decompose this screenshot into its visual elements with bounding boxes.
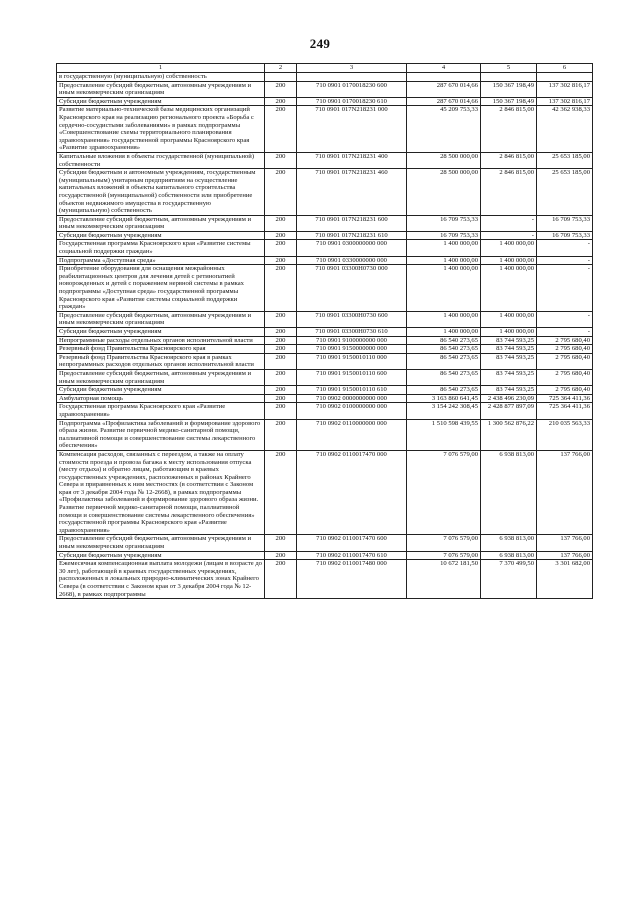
row-kbk-cell: 710 0901 017N218231 460 bbox=[297, 169, 407, 216]
table-row bbox=[57, 240, 593, 256]
row-code-cell: 200 bbox=[265, 97, 297, 106]
header-cell: 2 bbox=[265, 64, 297, 73]
row-amount-2-cell: 2 438 496 230,09 bbox=[481, 394, 537, 403]
row-kbk-cell: 710 0901 017N218231 600 bbox=[297, 215, 407, 231]
row-amount-2-cell: 1 400 000,00 bbox=[481, 265, 537, 312]
row-code-cell: 200 bbox=[265, 169, 297, 216]
row-kbk-cell: 710 0901 03300Н0730 000 bbox=[297, 265, 407, 312]
table-row bbox=[57, 535, 593, 551]
row-amount-3-cell: 2 795 680,40 bbox=[537, 336, 593, 345]
row-amount-2-cell: 2 846 815,00 bbox=[481, 169, 537, 216]
row-amount-2-cell: 1 300 562 876,22 bbox=[481, 419, 537, 450]
row-name-cell: Предоставление субсидий бюджетным, автономным учреждениям и иным некоммерческим организациям bbox=[57, 311, 265, 327]
table-row bbox=[57, 152, 593, 168]
row-code-cell: 200 bbox=[265, 240, 297, 256]
row-kbk-cell: 710 0901 03300Н0730 600 bbox=[297, 311, 407, 327]
table-row bbox=[57, 394, 593, 403]
row-amount-2-cell: 150 367 198,49 bbox=[481, 97, 537, 106]
row-amount-total-cell: 7 076 579,00 bbox=[407, 535, 481, 551]
row-name-cell: Субсидии бюджетным учреждениям bbox=[57, 386, 265, 395]
row-amount-3-cell: 210 035 563,33 bbox=[537, 419, 593, 450]
row-amount-3-cell: 3 301 682,00 bbox=[537, 560, 593, 599]
header-cell: 3 bbox=[297, 64, 407, 73]
table-row bbox=[57, 560, 593, 599]
row-name-cell: Капитальные вложения в объекты государственной (муниципальной) собственности bbox=[57, 152, 265, 168]
row-kbk-cell: 710 0902 0100000000 000 bbox=[297, 403, 407, 419]
header-cell: 5 bbox=[481, 64, 537, 73]
row-amount-total-cell: 16 709 753,33 bbox=[407, 215, 481, 231]
row-name-cell: Предоставление субсидий бюджетным, автономным учреждениям и иным некоммерческим организациям bbox=[57, 81, 265, 97]
row-name-cell: Резервный фонд Правительства Красноярского края в рамках непрограммных расходов отдельных органов исполнительной власти bbox=[57, 353, 265, 369]
row-name-cell: Субсидии бюджетным учреждениям bbox=[57, 328, 265, 337]
row-amount-3-cell: 2 795 680,40 bbox=[537, 386, 593, 395]
row-name-cell: Приобретение оборудования для оснащения межрайонных реабилитационных центров для лечения детей с ретинопатией новорожденных и детей с поражением нервной системы в рамках подпрограммы «Доступная среда» государственной программы Красноярского края «Развитие системы социальной поддержки граждан» bbox=[57, 265, 265, 312]
row-name-cell: Компенсация расходов, связанных с переездом, а также на оплату стоимости проезда и провоза багажа к месту использования отпуска (месту отдыха) и обратно лицам, работающим в краевых государственных учреждениях, расположенных в районах Крайнего Севера и приравненных к ним местностях (в соответствии с Законом края от 3 декабря 2004 года № 12-2668), в рамках подпрограммы «Профилактика заболеваний и формирование здорового образа жизни. Развитие первичной медико-санитарной помощи, паллиативной помощи и совершенствование системы лекарственного обеспечения» государственной программы Красноярского края «Развитие здравоохранения» bbox=[57, 450, 265, 535]
row-code-cell: 200 bbox=[265, 215, 297, 231]
table-row bbox=[57, 450, 593, 535]
row-name-cell: Государственная программа Красноярского края «Развитие системы социальной поддержки граждан» bbox=[57, 240, 265, 256]
header-cell: 4 bbox=[407, 64, 481, 73]
table-header-row bbox=[57, 64, 593, 73]
row-amount-total-cell: 1 400 000,00 bbox=[407, 311, 481, 327]
row-amount-2-cell bbox=[481, 73, 537, 82]
row-kbk-cell: 710 0902 0110017470 610 bbox=[297, 551, 407, 560]
table-row bbox=[57, 403, 593, 419]
row-name-cell: Субсидии бюджетным учреждениям bbox=[57, 231, 265, 240]
row-kbk-cell: 710 0902 0110017470 000 bbox=[297, 450, 407, 535]
row-amount-total-cell: 86 540 273,65 bbox=[407, 345, 481, 354]
table-row bbox=[57, 73, 593, 82]
table-row bbox=[57, 328, 593, 337]
row-code-cell: 200 bbox=[265, 336, 297, 345]
row-amount-total-cell: 16 709 753,33 bbox=[407, 231, 481, 240]
page-number: 249 bbox=[309, 36, 331, 51]
row-kbk-cell: 710 0901 9150010110 000 bbox=[297, 353, 407, 369]
row-amount-3-cell bbox=[537, 73, 593, 82]
row-amount-3-cell: 2 795 680,40 bbox=[537, 353, 593, 369]
row-amount-3-cell: 137 302 816,17 bbox=[537, 97, 593, 106]
row-kbk-cell: 710 0901 0170018230 610 bbox=[297, 97, 407, 106]
row-code-cell: 200 bbox=[265, 345, 297, 354]
row-amount-2-cell: 1 400 000,00 bbox=[481, 328, 537, 337]
row-kbk-cell: 710 0902 0110000000 000 bbox=[297, 419, 407, 450]
row-kbk-cell: 710 0901 0170018230 600 bbox=[297, 81, 407, 97]
row-amount-total-cell: 7 076 579,00 bbox=[407, 450, 481, 535]
row-code-cell: 200 bbox=[265, 560, 297, 599]
row-amount-3-cell: - bbox=[537, 328, 593, 337]
row-code-cell: 200 bbox=[265, 256, 297, 265]
row-name-cell: Подпрограмма «Профилактика заболеваний и формирование здорового образа жизни. Развитие первичной медико-санитарной помощи, паллиативной помощи и совершенствование системы лекарственного обеспечения» bbox=[57, 419, 265, 450]
row-kbk-cell: 710 0901 03300Н0730 610 bbox=[297, 328, 407, 337]
row-name-cell: Субсидии бюджетным и автономным учреждениям, государственным (муниципальным) унитарным предприятиям на осуществление капитальных вложений в объекты капитального строительства государственной (муниципальной) собственности или приобретение объектов недвижимого имущества в государственную (муниципальную) собственность bbox=[57, 169, 265, 216]
row-kbk-cell: 710 0901 0330000000 000 bbox=[297, 256, 407, 265]
row-kbk-cell: 710 0901 9150010110 600 bbox=[297, 369, 407, 385]
row-amount-total-cell: 1 400 000,00 bbox=[407, 256, 481, 265]
table-row bbox=[57, 81, 593, 97]
row-amount-2-cell: 7 370 499,50 bbox=[481, 560, 537, 599]
row-kbk-cell bbox=[297, 73, 407, 82]
row-code-cell: 200 bbox=[265, 265, 297, 312]
row-amount-2-cell: 2 428 877 897,09 bbox=[481, 403, 537, 419]
row-name-cell: Амбулаторная помощь bbox=[57, 394, 265, 403]
row-amount-2-cell: 83 744 593,25 bbox=[481, 369, 537, 385]
row-amount-2-cell: - bbox=[481, 231, 537, 240]
row-amount-3-cell: - bbox=[537, 256, 593, 265]
row-code-cell: 200 bbox=[265, 535, 297, 551]
table-row bbox=[57, 386, 593, 395]
row-code-cell: 200 bbox=[265, 386, 297, 395]
row-amount-3-cell: - bbox=[537, 265, 593, 312]
row-code-cell: 200 bbox=[265, 231, 297, 240]
table-row bbox=[57, 106, 593, 153]
row-amount-total-cell: 1 400 000,00 bbox=[407, 240, 481, 256]
row-amount-total-cell: 7 076 579,00 bbox=[407, 551, 481, 560]
row-amount-2-cell: 1 400 000,00 bbox=[481, 240, 537, 256]
row-code-cell: 200 bbox=[265, 450, 297, 535]
row-amount-total-cell: 287 670 014,66 bbox=[407, 97, 481, 106]
row-amount-3-cell: 25 653 185,00 bbox=[537, 169, 593, 216]
row-code-cell: 200 bbox=[265, 551, 297, 560]
row-name-cell: Субсидии бюджетным учреждениям bbox=[57, 97, 265, 106]
budget-table bbox=[56, 63, 593, 599]
row-amount-3-cell: 137 302 816,17 bbox=[537, 81, 593, 97]
table-row bbox=[57, 97, 593, 106]
row-amount-total-cell: 45 209 753,33 bbox=[407, 106, 481, 153]
row-kbk-cell: 710 0902 0110017470 600 bbox=[297, 535, 407, 551]
row-amount-total-cell: 28 500 000,00 bbox=[407, 169, 481, 216]
table-row bbox=[57, 231, 593, 240]
row-kbk-cell: 710 0901 017N218231 400 bbox=[297, 152, 407, 168]
row-code-cell bbox=[265, 73, 297, 82]
table-row bbox=[57, 345, 593, 354]
row-amount-3-cell: 137 766,00 bbox=[537, 551, 593, 560]
row-amount-total-cell: 86 540 273,65 bbox=[407, 386, 481, 395]
row-amount-total-cell: 287 670 014,66 bbox=[407, 81, 481, 97]
table-row bbox=[57, 311, 593, 327]
row-kbk-cell: 710 0902 0110017480 000 bbox=[297, 560, 407, 599]
table-row bbox=[57, 551, 593, 560]
row-amount-total-cell: 86 540 273,65 bbox=[407, 336, 481, 345]
row-name-cell: Предоставление субсидий бюджетным, автономным учреждениям и иным некоммерческим организациям bbox=[57, 215, 265, 231]
row-amount-total-cell: 3 154 242 308,45 bbox=[407, 403, 481, 419]
row-amount-total-cell: 3 163 860 641,45 bbox=[407, 394, 481, 403]
row-code-cell: 200 bbox=[265, 311, 297, 327]
row-kbk-cell: 710 0901 017N218231 000 bbox=[297, 106, 407, 153]
row-amount-total-cell bbox=[407, 73, 481, 82]
row-kbk-cell: 710 0901 9100000000 000 bbox=[297, 336, 407, 345]
table-row bbox=[57, 369, 593, 385]
row-code-cell: 200 bbox=[265, 353, 297, 369]
row-code-cell: 200 bbox=[265, 403, 297, 419]
row-kbk-cell: 710 0901 0300000000 000 bbox=[297, 240, 407, 256]
row-amount-2-cell: - bbox=[481, 215, 537, 231]
row-amount-3-cell: 2 795 680,40 bbox=[537, 369, 593, 385]
row-amount-total-cell: 28 500 000,00 bbox=[407, 152, 481, 168]
row-name-cell: Непрограммные расходы отдельных органов исполнительной власти bbox=[57, 336, 265, 345]
row-amount-total-cell: 1 400 000,00 bbox=[407, 328, 481, 337]
row-kbk-cell: 710 0902 0000000000 000 bbox=[297, 394, 407, 403]
row-name-cell: Развитие материально-технической базы медицинских организаций Красноярского края на реализацию регионального проекта «Борьба с сердечно-сосудистыми заболеваниями» в рамках подпрограммы «Совершенствование схемы территориального планирования здравоохранения» государственной программы Красноярского края «Развитие здравоохранения» bbox=[57, 106, 265, 153]
row-name-cell: в государственную (муниципальную) собственность bbox=[57, 73, 265, 82]
row-kbk-cell: 710 0901 9150010110 610 bbox=[297, 386, 407, 395]
row-amount-2-cell: 6 938 813,00 bbox=[481, 450, 537, 535]
row-code-cell: 200 bbox=[265, 81, 297, 97]
row-amount-2-cell: 83 744 593,25 bbox=[481, 336, 537, 345]
row-amount-3-cell: - bbox=[537, 311, 593, 327]
row-amount-2-cell: 2 846 815,00 bbox=[481, 106, 537, 153]
table-row bbox=[57, 353, 593, 369]
row-amount-2-cell: 6 938 813,00 bbox=[481, 551, 537, 560]
row-amount-2-cell: 2 846 815,00 bbox=[481, 152, 537, 168]
row-name-cell: Ежемесячная компенсационная выплата молодежи (лицам в возрасте до 30 лет), работающей в краевых государственных учреждениях, расположенных в локальных природно-климатических зонах Крайнего Севера (в соответствии с Законом края от 3 декабря 2004 года № 12-2668), в рамках подпрограммы bbox=[57, 560, 265, 599]
row-amount-3-cell: 137 766,00 bbox=[537, 535, 593, 551]
row-code-cell: 200 bbox=[265, 152, 297, 168]
row-kbk-cell: 710 0901 9150000000 000 bbox=[297, 345, 407, 354]
row-amount-total-cell: 10 672 181,50 bbox=[407, 560, 481, 599]
table-row bbox=[57, 419, 593, 450]
row-amount-2-cell: 1 400 000,00 bbox=[481, 311, 537, 327]
row-amount-2-cell: 6 938 813,00 bbox=[481, 535, 537, 551]
row-amount-2-cell: 83 744 593,25 bbox=[481, 386, 537, 395]
table-row bbox=[57, 336, 593, 345]
row-name-cell: Резервный фонд Правительства Красноярского края bbox=[57, 345, 265, 354]
row-amount-3-cell: - bbox=[537, 240, 593, 256]
row-name-cell: Подпрограмма «Доступная среда» bbox=[57, 256, 265, 265]
row-name-cell: Субсидии бюджетным учреждениям bbox=[57, 551, 265, 560]
row-amount-3-cell: 25 653 185,00 bbox=[537, 152, 593, 168]
row-amount-2-cell: 1 400 000,00 bbox=[481, 256, 537, 265]
row-amount-2-cell: 150 367 198,49 bbox=[481, 81, 537, 97]
row-code-cell: 200 bbox=[265, 106, 297, 153]
row-amount-total-cell: 86 540 273,65 bbox=[407, 369, 481, 385]
row-amount-3-cell: 2 795 680,40 bbox=[537, 345, 593, 354]
row-amount-3-cell: 16 709 753,33 bbox=[537, 231, 593, 240]
header-cell: 6 bbox=[537, 64, 593, 73]
row-name-cell: Предоставление субсидий бюджетным, автономным учреждениям и иным некоммерческим организациям bbox=[57, 369, 265, 385]
table-row bbox=[57, 215, 593, 231]
row-name-cell: Предоставление субсидий бюджетным, автономным учреждениям и иным некоммерческим организациям bbox=[57, 535, 265, 551]
table-row bbox=[57, 265, 593, 312]
row-code-cell: 200 bbox=[265, 369, 297, 385]
table-row bbox=[57, 256, 593, 265]
row-amount-3-cell: 725 364 411,36 bbox=[537, 403, 593, 419]
row-amount-total-cell: 86 540 273,65 bbox=[407, 353, 481, 369]
row-name-cell: Государственная программа Красноярского края «Развитие здравоохранения» bbox=[57, 403, 265, 419]
table-row bbox=[57, 169, 593, 216]
row-amount-3-cell: 725 364 411,36 bbox=[537, 394, 593, 403]
row-code-cell: 200 bbox=[265, 394, 297, 403]
row-amount-3-cell: 16 709 753,33 bbox=[537, 215, 593, 231]
row-amount-3-cell: 42 362 938,33 bbox=[537, 106, 593, 153]
row-code-cell: 200 bbox=[265, 419, 297, 450]
row-amount-3-cell: 137 766,00 bbox=[537, 450, 593, 535]
row-code-cell: 200 bbox=[265, 328, 297, 337]
row-kbk-cell: 710 0901 017N218231 610 bbox=[297, 231, 407, 240]
row-amount-2-cell: 83 744 593,25 bbox=[481, 345, 537, 354]
row-amount-total-cell: 1 510 598 439,55 bbox=[407, 419, 481, 450]
row-amount-2-cell: 83 744 593,25 bbox=[481, 353, 537, 369]
header-cell: 1 bbox=[57, 64, 265, 73]
row-amount-total-cell: 1 400 000,00 bbox=[407, 265, 481, 312]
